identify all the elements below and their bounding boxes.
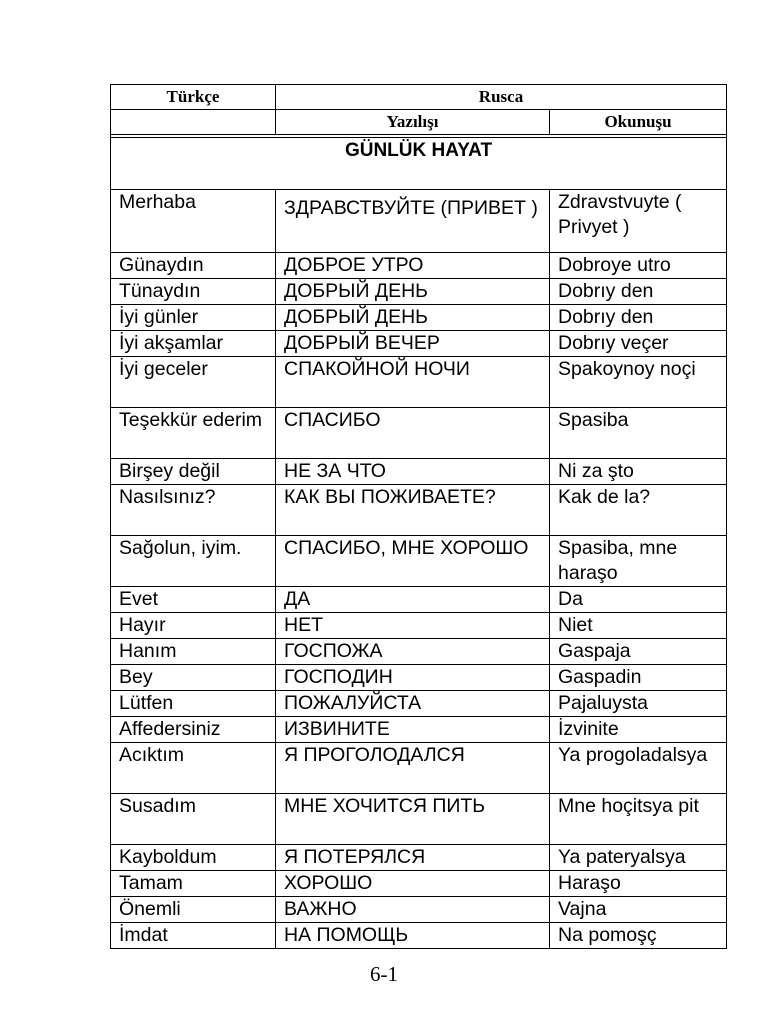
cell-written: СПАКОЙНОЙ НОЧИ [276, 357, 550, 408]
cell-reading: Pajaluysta [550, 691, 727, 717]
table-row [111, 897, 727, 923]
cell-written: ВАЖНО [276, 897, 550, 923]
cell-turkish: Önemli [111, 897, 276, 923]
cell-turkish: Teşekkür ederim [111, 408, 276, 459]
cell-reading: Gaspadin [550, 665, 727, 691]
cell-reading: Zdravstvuyte ( Privyet ) [550, 190, 727, 253]
cell-reading: Dobrıy den [550, 279, 727, 305]
cell-turkish: Affedersiniz [111, 717, 276, 743]
cell-turkish: İyi geceler [111, 357, 276, 408]
table-row [111, 408, 727, 459]
cell-written: НЕ ЗА ЧТО [276, 459, 550, 485]
table-row [111, 717, 727, 743]
cell-reading: Mne hoçitsya pit [550, 794, 727, 845]
cell-turkish: İmdat [111, 923, 276, 949]
cell-turkish: Kayboldum [111, 845, 276, 871]
cell-reading: Da [550, 587, 727, 613]
cell-written: ГОСПОЖА [276, 639, 550, 665]
cell-written: СПАСИБО, МНЕ ХОРОШО [276, 536, 550, 587]
cell-reading: Dobrıy den [550, 305, 727, 331]
table-row [111, 923, 727, 949]
cell-turkish: Hayır [111, 613, 276, 639]
cell-written: НА ПОМОЩЬ [276, 923, 550, 949]
cell-turkish: Tünaydın [111, 279, 276, 305]
cell-turkish: Günaydın [111, 253, 276, 279]
table-row [111, 536, 727, 587]
cell-reading: Ni za ştо [550, 459, 727, 485]
table-row [111, 331, 727, 357]
cell-written: ДОБРЫЙ ДЕНЬ [276, 305, 550, 331]
header-written: Yazılışı [276, 110, 550, 135]
header-turkish: Türkçe [111, 85, 276, 110]
table-row [111, 587, 727, 613]
cell-reading: Niet [550, 613, 727, 639]
cell-reading: Ya progoladalsya [550, 743, 727, 794]
cell-reading: Spakoynoy noçi [550, 357, 727, 408]
cell-written: НЕТ [276, 613, 550, 639]
cell-turkish: Bey [111, 665, 276, 691]
cell-written: ИЗВИНИТЕ [276, 717, 550, 743]
table-row [111, 190, 727, 253]
cell-written: Я ПОТЕРЯЛСЯ [276, 845, 550, 871]
cell-turkish: İyi akşamlar [111, 331, 276, 357]
table-row [111, 639, 727, 665]
cell-turkish: Lütfen [111, 691, 276, 717]
cell-turkish: Susadım [111, 794, 276, 845]
cell-reading: Haraşo [550, 871, 727, 897]
cell-turkish: Sağolun, iyim. [111, 536, 276, 587]
cell-reading: Vajna [550, 897, 727, 923]
header-russian: Rusca [276, 85, 727, 110]
cell-turkish: İyi günler [111, 305, 276, 331]
cell-turkish: Evet [111, 587, 276, 613]
cell-turkish: Nasılsınız? [111, 485, 276, 536]
cell-written: ДОБРЫЙ ВЕЧЕР [276, 331, 550, 357]
table-row [111, 485, 727, 536]
cell-written: ГОСПОДИН [276, 665, 550, 691]
page-number: 6-1 [370, 962, 398, 986]
table-row [111, 279, 727, 305]
cell-reading: Spasiba [550, 408, 727, 459]
cell-reading: Ya pateryalsya [550, 845, 727, 871]
phrase-table [110, 84, 727, 949]
header-reading: Okunuşu [550, 110, 727, 135]
cell-reading: Dobrıy veçer [550, 331, 727, 357]
section-title: GÜNLÜK HAYAT [111, 138, 727, 190]
cell-turkish: Acıktım [111, 743, 276, 794]
cell-turkish: Birşey değil [111, 459, 276, 485]
table-row [111, 845, 727, 871]
header-row-1 [111, 85, 727, 110]
cell-written: СПАСИБО [276, 408, 550, 459]
cell-reading: Spasiba, mne haraşo [550, 536, 727, 587]
cell-written: ПОЖАЛУЙСТА [276, 691, 550, 717]
header-empty [111, 110, 276, 135]
cell-reading: Gaspaja [550, 639, 727, 665]
table-row [111, 357, 727, 408]
cell-written: ХОРОШО [276, 871, 550, 897]
table-row [111, 794, 727, 845]
table-row [111, 613, 727, 639]
table-row [111, 665, 727, 691]
cell-written: Я ПРОГОЛОДАЛСЯ [276, 743, 550, 794]
cell-turkish: Merhaba [111, 190, 276, 253]
table-row [111, 305, 727, 331]
cell-written: ДОБРЫЙ ДЕНЬ [276, 279, 550, 305]
cell-reading: İzvinite [550, 717, 727, 743]
table-row [111, 691, 727, 717]
table-row [111, 253, 727, 279]
cell-written: ЗДРАВСТВУЙТЕ (ПРИВЕТ ) [276, 190, 550, 253]
header-row-2 [111, 110, 727, 135]
cell-reading: Kak de la? [550, 485, 727, 536]
section-row [111, 138, 727, 190]
cell-written: ДОБРОЕ УТРО [276, 253, 550, 279]
cell-written: КАК ВЫ ПОЖИВАЕТЕ? [276, 485, 550, 536]
table-row [111, 871, 727, 897]
cell-written: МНЕ ХОЧИТСЯ ПИТЬ [276, 794, 550, 845]
cell-turkish: Hanım [111, 639, 276, 665]
table-row [111, 743, 727, 794]
cell-reading: Dobroye utro [550, 253, 727, 279]
cell-written: ДА [276, 587, 550, 613]
cell-reading: Na pomoşç [550, 923, 727, 949]
table-row [111, 459, 727, 485]
cell-turkish: Tamam [111, 871, 276, 897]
